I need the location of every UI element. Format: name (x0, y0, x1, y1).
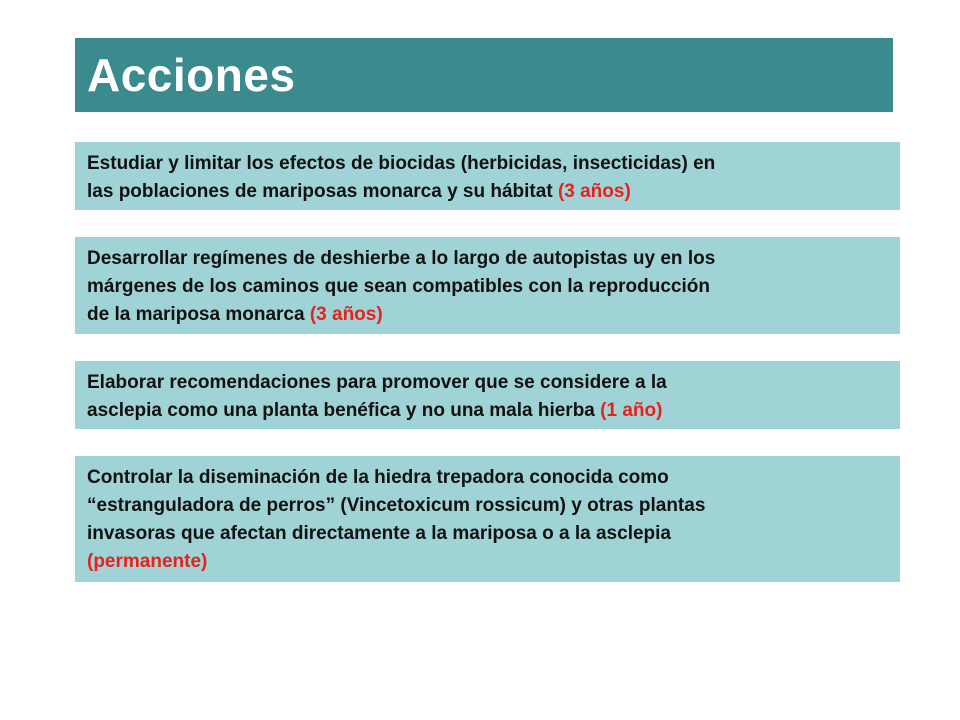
action-duration: (permanente) (87, 551, 208, 572)
action-item-invasive-control (75, 456, 900, 582)
page-title: Acciones (87, 49, 296, 101)
action-description: Desarrollar regímenes de deshierbe a lo largo de autopistas uy en los márgenes de los caminos que sean compatibles con la reproducción de la mariposa monarca (87, 248, 716, 325)
action-item-milkweed-recommendations (75, 361, 900, 429)
title-bar (75, 38, 893, 112)
action-description: Controlar la diseminación de la hiedra trepadora conocida como “estranguladora de perros” (Vincetoxicum rossicum) y otras plantas invasoras que afectan directamente a la mariposa o a la asclepia (87, 467, 706, 544)
action-item-biocides (75, 142, 900, 210)
action-description: Estudiar y limitar los efectos de biocidas (herbicidas, insecticidas) en las poblaciones de mariposas monarca y su hábitat (87, 153, 716, 202)
action-duration: (3 años) (557, 181, 631, 202)
action-duration: (1 año) (600, 400, 663, 421)
action-description: Elaborar recomendaciones para promover que se considere a la asclepia como una planta benéfica y no una mala hierba (87, 372, 667, 421)
action-duration: (3 años) (309, 304, 383, 325)
action-item-weeding (75, 237, 900, 334)
